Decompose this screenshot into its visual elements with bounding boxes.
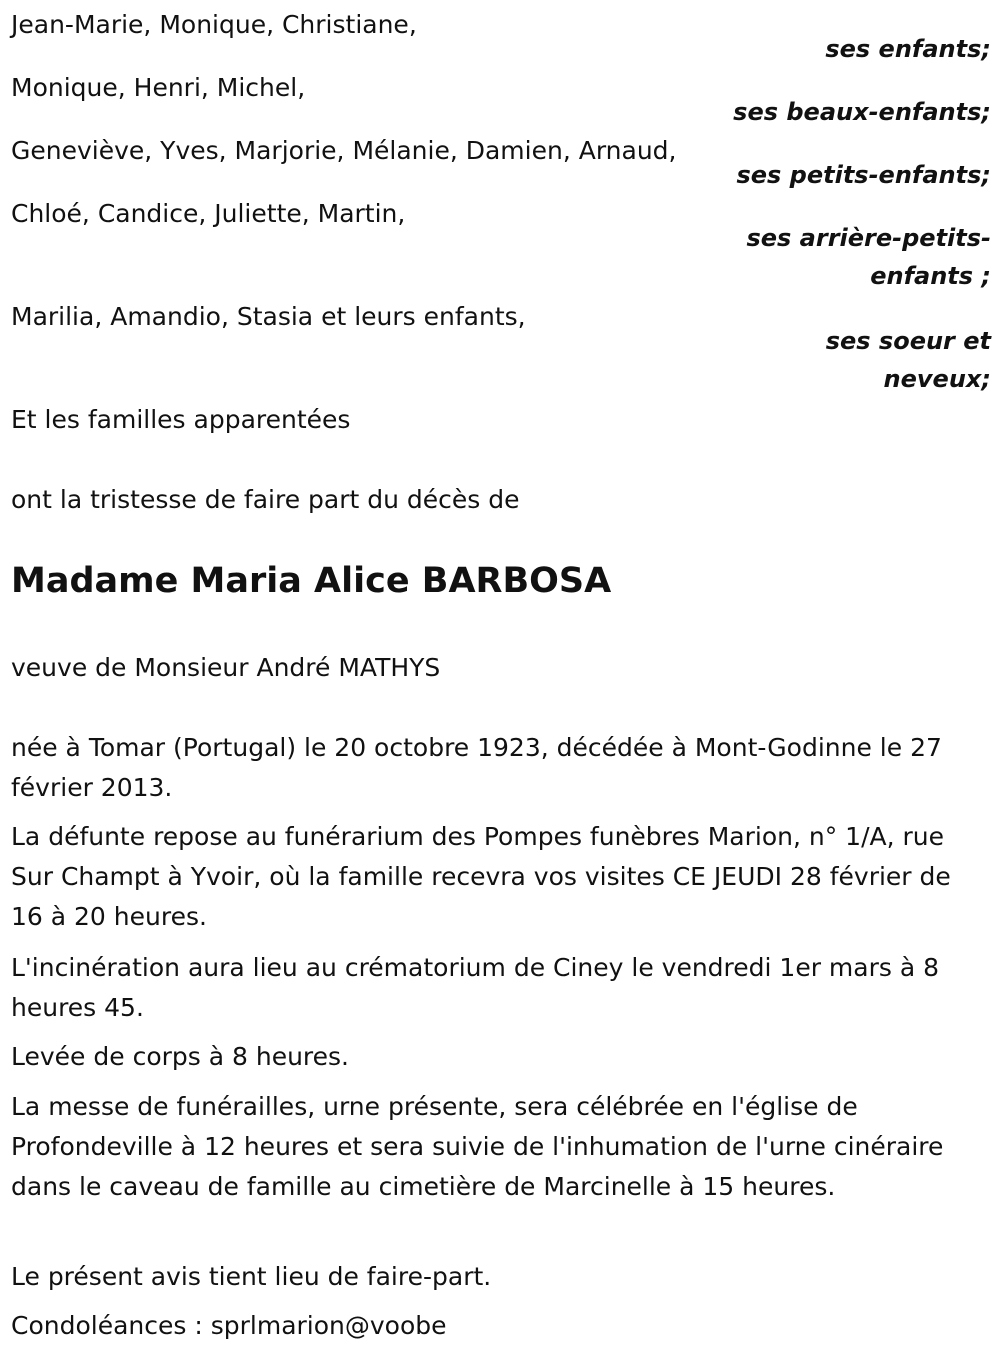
family-names-in-laws: Monique, Henri, Michel, (11, 73, 306, 102)
family-names-great-grandchildren: Chloé, Candice, Juliette, Martin, (11, 199, 406, 228)
notice-paragraph: Le présent avis tient lieu de faire-part. (11, 1262, 492, 1291)
body-lifting-paragraph: Levée de corps à 8 heures. (11, 1042, 350, 1071)
family-role-sister-nephews: ses soeur et neveux; (825, 327, 991, 393)
condolences-paragraph: Condoléances : sprlmarion@voobe (11, 1311, 447, 1340)
family-role-great-grandchildren: ses arrière-petits-enfants ; (746, 224, 991, 290)
family-role-grandchildren: ses petits-enfants; (736, 161, 991, 189)
deceased-name: Madame Maria Alice BARBOSA (11, 561, 612, 601)
cremation-paragraph: L'incinération aura lieu au crématorium de Ciney le vendredi 1er mars à 8 heures 45. (11, 953, 940, 1022)
funerarium-paragraph: La défunte repose au funérarium des Pompes funèbres Marion, n° 1/A, rue Sur Champt à Yvoir, où la famille recevra vos visites CE JEUDI 28 février de 16 à 20 heures. (11, 822, 951, 931)
family-role-children: ses enfants; (825, 35, 991, 63)
birth-death-paragraph: née à Tomar (Portugal) le 20 octobre 1923, décédée à Mont-Godinne le 27 février 2013. (11, 733, 942, 802)
announcement-line: ont la tristesse de faire part du décès de (11, 485, 520, 514)
widow-of-line: veuve de Monsieur André MATHYS (11, 653, 441, 682)
family-names-grandchildren: Geneviève, Yves, Marjorie, Mélanie, Damien, Arnaud, (11, 136, 677, 165)
family-names-children: Jean-Marie, Monique, Christiane, (11, 10, 417, 39)
families-line: Et les familles apparentées (11, 405, 351, 434)
funeral-mass-paragraph: La messe de funérailles, urne présente, sera célébrée en l'église de Profondeville à 12 heures et sera suivie de l'inhumation de l'urne cinéraire dans le caveau de famille au cimetière de Marcinelle à 15 heures. (11, 1092, 944, 1201)
family-role-in-laws: ses beaux-enfants; (733, 98, 991, 126)
family-names-sister-nephews: Marilia, Amandio, Stasia et leurs enfants, (11, 302, 526, 331)
